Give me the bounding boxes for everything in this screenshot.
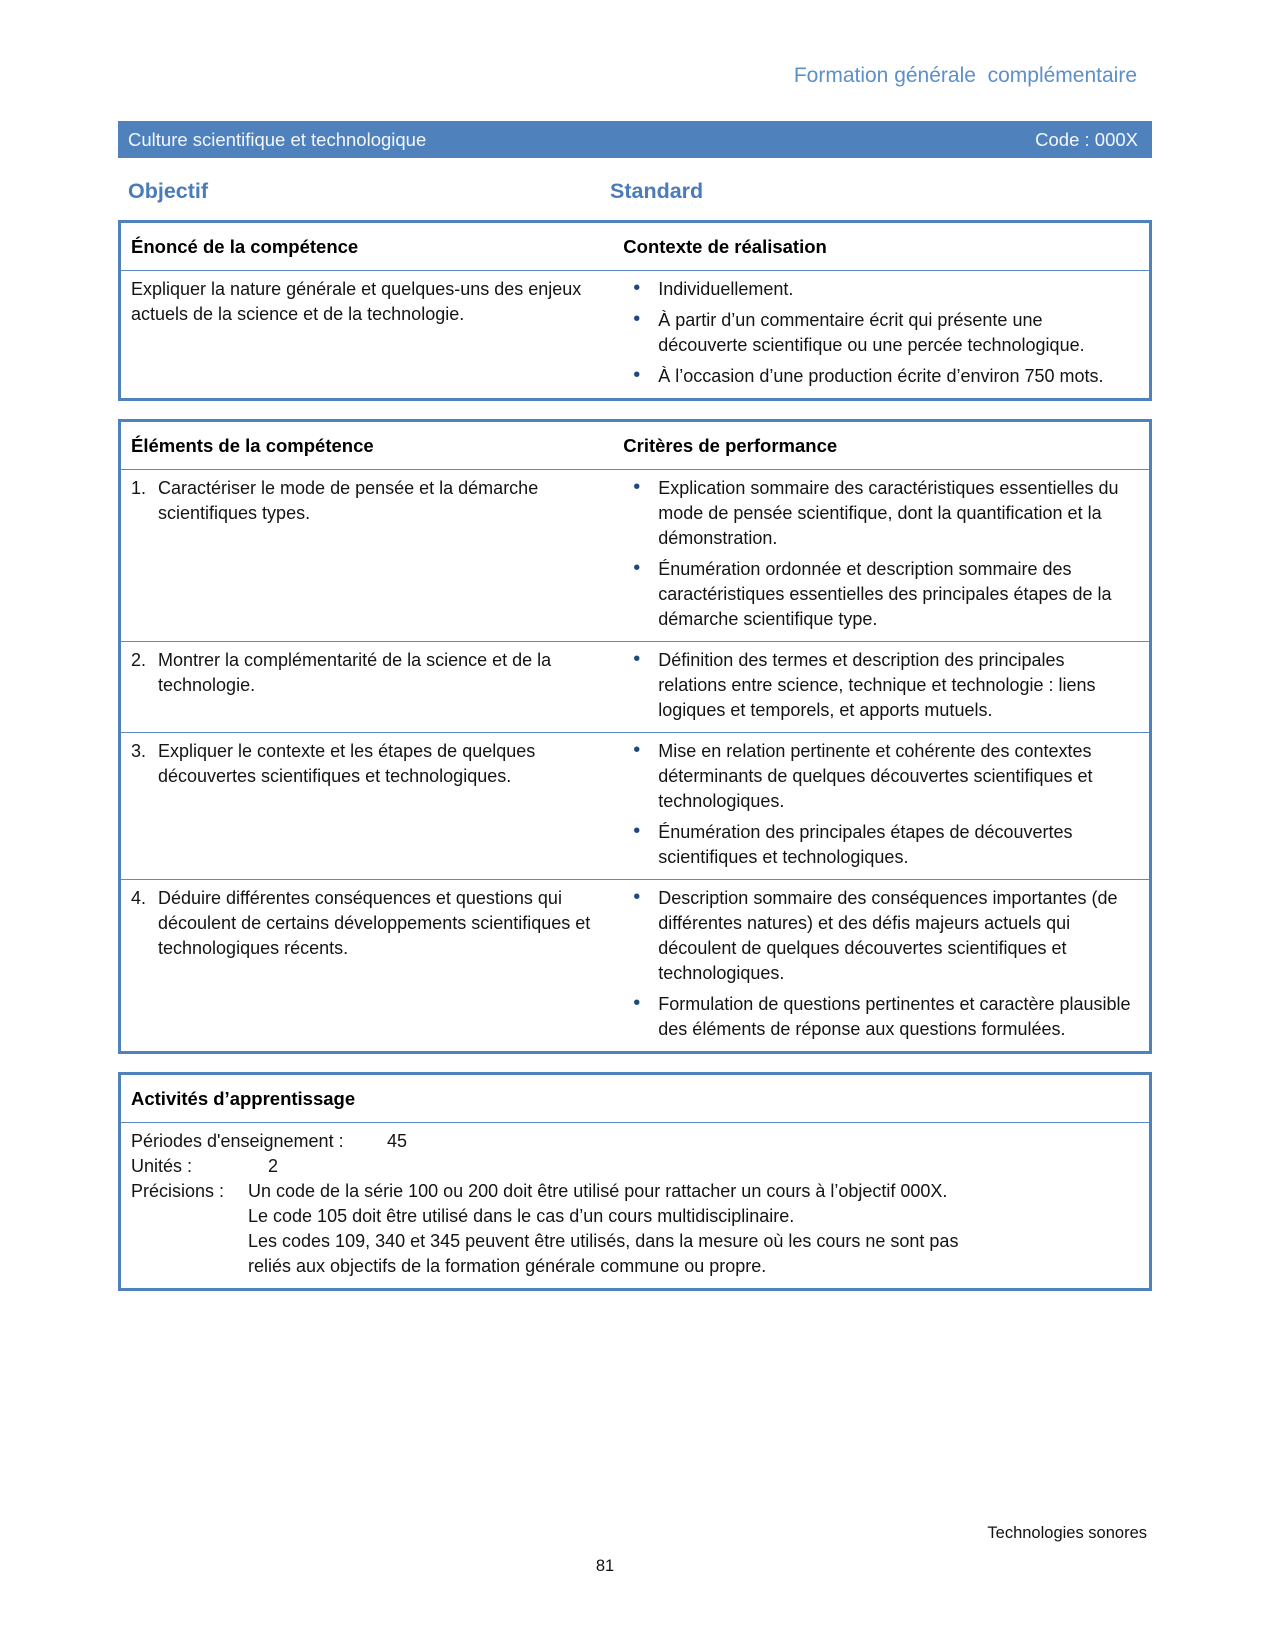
list-item: • Définition des termes et description des principales relations entre science, technique et technologie : liens logiques et temporels, et apports mutuels. <box>623 648 1131 723</box>
heading-objectif: Objectif <box>128 179 209 203</box>
element-cell <box>120 733 612 880</box>
activites-header-row <box>120 1074 1151 1123</box>
content-column <box>118 0 1152 1309</box>
competence-header-row <box>120 222 1151 271</box>
unites-label: Unités : <box>131 1156 193 1176</box>
periodes-value: 45 <box>387 1131 408 1151</box>
contexte-cell <box>611 271 1150 400</box>
elements-header-row <box>120 421 1151 470</box>
periodes-line <box>131 1129 1135 1154</box>
criteres-bullet-list <box>623 648 1131 723</box>
list-item: • Explication sommaire des caractéristiques essentielles du mode de pensée scientifique, dont la quantification et la démonstration. <box>623 476 1131 551</box>
table-row <box>120 271 1151 400</box>
precisions-text <box>248 1179 1135 1279</box>
precisions-line <box>131 1179 1135 1279</box>
numbered-item <box>131 739 597 789</box>
page-number: 81 <box>595 1557 615 1575</box>
unites-value: 2 <box>268 1156 279 1176</box>
footer-program-name: Technologies sonores <box>987 1524 1147 1542</box>
element-cell <box>120 642 612 733</box>
heading-standard: Standard <box>610 179 704 203</box>
unites-line <box>131 1154 1135 1179</box>
element-cell <box>120 470 612 642</box>
activites-header: Activités d’apprentissage <box>120 1074 1151 1123</box>
item-text: Déduire différentes conséquences et questions qui découlent de certains développements scientifiques et technologiques récents. <box>158 888 591 958</box>
numbered-item <box>131 886 597 961</box>
activites-table <box>118 1072 1152 1291</box>
precisions-text-line: reliés aux objectifs de la formation générale commune ou propre. <box>248 1256 767 1276</box>
item-number: 3. <box>131 741 147 761</box>
list-item: • À l’occasion d’une production écrite d’environ 750 mots. <box>623 364 1131 389</box>
list-item: • Formulation de questions pertinentes et caractère plausible des éléments de réponse aux questions formulées. <box>623 992 1131 1042</box>
item-text: Caractériser le mode de pensée et la démarche scientifiques types. <box>158 478 539 523</box>
section-headings <box>118 179 1152 204</box>
precisions-text-line: Le code 105 doit être utilisé dans le cas d’un cours multidisciplinaire. <box>248 1206 795 1226</box>
criteres-cell <box>611 880 1150 1053</box>
precisions-label: Précisions : <box>131 1181 225 1201</box>
list-item: • Description sommaire des conséquences importantes (de différentes natures) et des défis majeurs actuels qui découlent de quelques découvertes scientifiques et technologiques. <box>623 886 1131 986</box>
competence-right-header: Contexte de réalisation <box>611 222 1150 271</box>
item-number: 4. <box>131 888 147 908</box>
table-row <box>120 880 1151 1053</box>
list-item: • Mise en relation pertinente et cohérente des contextes déterminants de quelques découvertes scientifiques et technologiques. <box>623 739 1131 814</box>
elements-left-header: Éléments de la compétence <box>120 421 612 470</box>
item-number: 1. <box>131 478 147 498</box>
periodes-label: Périodes d'enseignement : <box>131 1131 344 1151</box>
list-item: • À partir d’un commentaire écrit qui présente une découverte scientifique ou une percée technologique. <box>623 308 1131 358</box>
elements-table <box>118 419 1152 1054</box>
banner-course-code: Code : 000X <box>1035 128 1138 150</box>
competence-statement: Expliquer la nature générale et quelques-uns des enjeux actuels de la science et de la technologie. <box>131 279 582 324</box>
competence-table <box>118 220 1152 401</box>
element-cell <box>120 880 612 1053</box>
list-item: • Énumération ordonnée et description sommaire des caractéristiques essentielles des principales étapes de la démarche scientifique type. <box>623 557 1131 632</box>
item-number: 2. <box>131 650 147 670</box>
criteres-bullet-list <box>623 739 1131 870</box>
list-item: • Individuellement. <box>623 277 1131 302</box>
table-row <box>120 470 1151 642</box>
banner-course-title: Culture scientifique et technologique <box>128 128 427 150</box>
activites-body <box>120 1123 1151 1290</box>
precisions-text-line: Les codes 109, 340 et 345 peuvent être utilisés, dans la mesure où les cours ne sont pas <box>248 1231 959 1251</box>
criteres-cell <box>611 470 1150 642</box>
list-item: • Énumération des principales étapes de découvertes scientifiques et technologiques. <box>623 820 1131 870</box>
table-row <box>120 733 1151 880</box>
running-header-title: Formation générale complémentaire <box>793 64 1137 87</box>
elements-right-header: Critères de performance <box>611 421 1150 470</box>
contexte-bullet-list <box>623 277 1131 389</box>
precisions-text-line: Un code de la série 100 ou 200 doit être utilisé pour rattacher un cours à l’objectif 000X. <box>248 1181 948 1201</box>
item-text: Expliquer le contexte et les étapes de quelques découvertes scientifiques et technologiques. <box>158 741 536 786</box>
table-row <box>120 642 1151 733</box>
criteres-bullet-list <box>623 476 1131 632</box>
item-text: Montrer la complémentarité de la science et de la technologie. <box>158 650 552 695</box>
criteres-cell <box>611 733 1150 880</box>
competence-left-header: Énoncé de la compétence <box>120 222 612 271</box>
numbered-item <box>131 476 597 526</box>
course-banner <box>118 121 1152 158</box>
criteres-bullet-list <box>623 886 1131 1042</box>
criteres-cell <box>611 642 1150 733</box>
numbered-item <box>131 648 597 698</box>
table-row <box>120 1123 1151 1290</box>
